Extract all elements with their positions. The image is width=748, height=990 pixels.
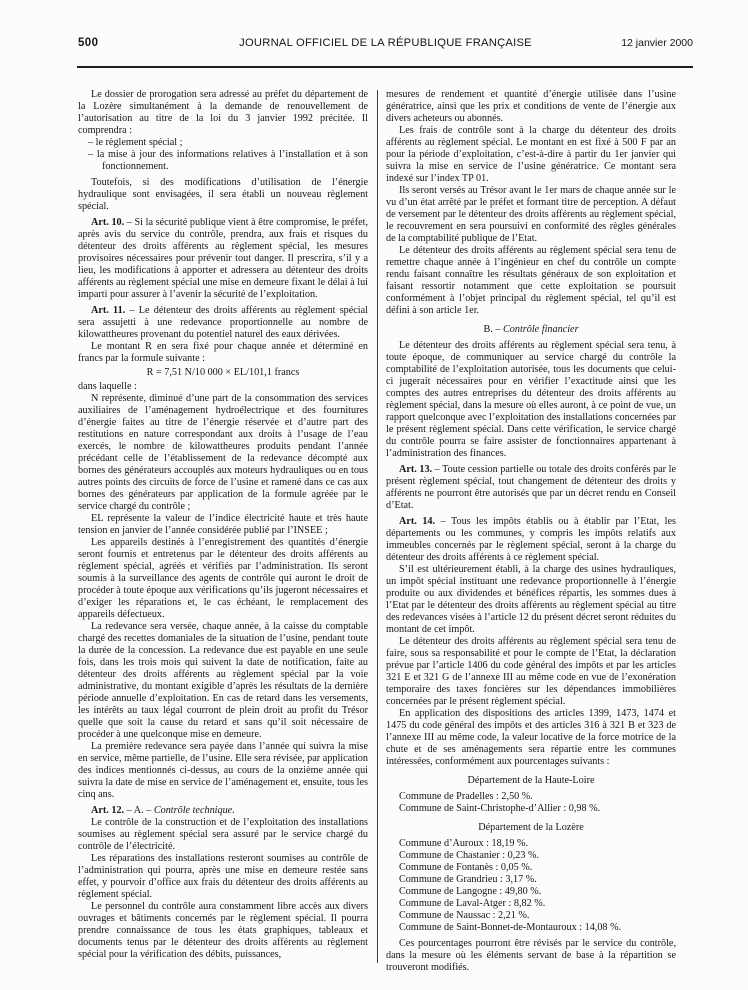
paragraph: Toutefois, si des modifications d’utilisation de l’énergie hydraulique sont envisagées, il sera établi un nouveau règlement spécial. xyxy=(78,177,368,212)
commune-percentage-line: Commune de Laval-Atger : 8,82 %. xyxy=(399,898,546,909)
right-column xyxy=(386,89,676,974)
article-number: Art. 14. xyxy=(399,516,436,527)
paragraph: En application des dispositions des articles 1399, 1473, 1474 et 1475 du code général des impôts et des articles 316 à 321 B et 323 de l’annexe III au même code, la valeur locative de la force motrice de la chute et de ses aménagements sera répartie entre les communes intéressées, conformément aux pourcentages suivants : xyxy=(386,708,676,767)
commune-percentage-line: Commune de Saint-Christophe-d’Allier : 0,98 %. xyxy=(399,803,601,814)
column-divider xyxy=(377,90,378,963)
commune-percentage-line: Commune d’Auroux : 18,19 %. xyxy=(399,838,529,849)
paragraph: Le détenteur des droits afférents au règlement spécial sera tenu de faire, sous sa responsabilité et pour le compte de l’Etat, la déclaration prévue par l’article 1406 du code général des impôts et par les articles 321 E et 321 G de l’annexe III au même code en vue de l’exonération temporaire des taxes foncières sur les dépendances immobilières concernées par le présent règlement spécial. xyxy=(386,636,676,707)
article-number: Art. 11. xyxy=(91,305,126,316)
list-item: – le règlement spécial ; xyxy=(88,137,183,148)
paragraph: Art. 10. – Si la sécurité publique vient à être compromise, le préfet, après avis du service du contrôle, prendra, aux frais et risques du détenteur des droits afférents au règlement spécial, les mesures provisoires nécessaires pour prévenir tout danger. Il prescrira, s’il y a lieu, les modifications à apporter et adressera au détenteur des droits afférents au règlement spécial une mise en demeure fixant le délai à lui imparti pour assurer à l’avenir la sécurité de l’exploitation. xyxy=(78,217,368,300)
list-item: – la mise à jour des informations relatives à l’installation et à son fonctionnement. xyxy=(88,149,368,172)
commune-percentage-line: Commune de Chastanier : 0,23 %. xyxy=(399,850,540,861)
paragraph: S’il est ultérieurement établi, à la charge des usines hydrauliques, un impôt spécial instituant une redevance proportionnelle à l’énergie produite ou aux dividendes et bénéfices répartis, les sommes dues à l’Etat par le détenteur des droits afférents au règlement spécial au titre des redevances visées à l’article 12 du présent décret seront réduites du montant de cet impôt. xyxy=(386,564,676,635)
page-header xyxy=(78,37,693,49)
commune-percentage-line: Commune de Pradelles : 2,50 %. xyxy=(399,791,533,802)
commune-percentage-line: Commune de Langogne : 49,80 %. xyxy=(399,886,542,897)
article-number: Art. 12. xyxy=(91,805,125,816)
paragraph: Le contrôle de la construction et de l’exploitation des installations soumises au règlement spécial sera assuré par le service chargé du contrôle de l’électricité. xyxy=(78,817,368,852)
article-number: Art. 13. xyxy=(399,464,433,475)
paragraph: Le montant R en sera fixé pour chaque année et déterminé en francs par la formule suivante : xyxy=(78,341,368,364)
journal-title: JOURNAL OFFICIEL DE LA RÉPUBLIQUE FRANÇAISE xyxy=(239,37,532,49)
section-heading: Département de la Lozère xyxy=(478,822,584,833)
section-heading: Département de la Haute-Loire xyxy=(467,775,595,786)
emphasis-text: Contrôle financier xyxy=(502,324,579,335)
commune-percentage-line: Commune de Saint-Bonnet-de-Montauroux : 14,08 %. xyxy=(399,922,622,933)
formula: R = 7,51 N/10 000 × EL/101,1 francs xyxy=(146,367,300,378)
paragraph: EL représente la valeur de l’indice électricité haute et très haute tension en janvier de l’année considérée publié par l’INSEE ; xyxy=(78,513,368,536)
paragraph: Art. 13. – Toute cession partielle ou totale des droits conférés par le présent règlement spécial, tout changement de détenteur des droits y afférents ne pourront être autorisés que par un décret rendu en Conseil d’Etat. xyxy=(386,464,676,511)
left-column xyxy=(78,89,368,974)
paragraph: La redevance sera versée, chaque année, à la caisse du comptable chargé des recettes domaniales de la situation de l’usine, pendant toute la durée de la concession. La redevance due est payable en une seule fois, dans les trois mois qui suivent la date de notification, faite au détenteur des droits afférents au règlement spécial par la voie administrative, du montant exigible d’après les résultats de la dernière période annuelle d’exploitation. En cas de retard dans les versements, les intérêts au taux légal courront de plein droit au profit du Trésor quelle que soit la cause du retard et sans qu’il soit nécessaire de procéder à une quelconque mise en demeure. xyxy=(78,621,368,740)
issue-date: 12 janvier 2000 xyxy=(621,37,693,49)
commune-percentage-line: Commune de Fontanès : 0,05 %. xyxy=(399,862,533,873)
paragraph: N représente, diminué d’une part de la consommation des services auxiliaires de l’aménagement hydroélectrique et des fournitures d’énergie faites au titre de l’énergie réservée et d’autre part des restitutions en nature correspondant aux droits à l’usage de l’eau exercés, le nombre de kilowattheures produits pendant l’année précédant celle de l’établissement de la redevance décompté aux bornes des générateurs accouplés aux moteurs hydrauliques ou en tous autres points des circuits de force de l’usine et ramené dans ce cas aux bornes des générateurs par application de la formule agréée par le service chargé du contrôle ; xyxy=(78,393,368,512)
paragraph: Les réparations des installations resteront soumises au contrôle de l’administration qui pourra, après une mise en demeure restée sans effet, y pourvoir d’office aux frais du détenteur des droits afférents au règlement spécial. xyxy=(78,853,368,900)
paragraph: dans laquelle : xyxy=(78,381,137,392)
commune-percentage-line: Commune de Grandrieu : 3,17 %. xyxy=(399,874,537,885)
section-heading: B. – Contrôle financier xyxy=(483,324,579,335)
paragraph: Art. 12. – A. – Contrôle technique. xyxy=(91,805,235,816)
paragraph: Le détenteur des droits afférents au règlement spécial sera tenu, à toute époque, de communiquer au service chargé du contrôle la comptabilité de l’exploitation autorisée, tous les documents que celui-ci jugerait nécessaires pour en vérifier l’exactitude ainsi que les comptes des autres entreprises du détenteur des droits afférents au règlement spécial, dans la mesure où elles auront, à ce point de vue, un rapport quelconque avec l’exploitation des installations concernées par le présent règlement spécial. Dans cette vérification, le service chargé du contrôle pourra se faire assister de fonctionnaires appartenant à l’administration des finances. xyxy=(386,340,676,459)
paragraph: Les frais de contrôle sont à la charge du détenteur des droits afférents au règlement spécial. Le montant en est fixé à 500 F par an pour la période d’exploitation, c’est-à-dire à partir du 1er janvier qui suivra la mise en service de l’usine génératrice. Ce montant sera indexé sur l’index TP 01. xyxy=(386,125,676,184)
paragraph: Les appareils destinés à l’enregistrement des quantités d’énergie seront fournis et entretenus par le détenteur des droits afférents au règlement spécial, agréés et vérifiés par l’administration. Ils seront soumis à la surveillance des agents de contrôle qui auront le droit de procéder à toute époque aux vérifications qu’ils jugeront nécessaires et d’exiger les réparations et, le cas échéant, le remplacement des appareils défectueux. xyxy=(78,537,368,620)
paragraph: Art. 11. – Le détenteur des droits afférents au règlement spécial sera assujetti à une redevance proportionnelle au nombre de kilowattheures provenant du potentiel naturel des eaux dérivées. xyxy=(78,305,368,340)
paragraph: Ces pourcentages pourront être révisés par le service du contrôle, dans la mesure où les éléments servant de base à la répartition se trouveront modifiés. xyxy=(386,938,676,973)
commune-percentage-line: Commune de Naussac : 2,21 %. xyxy=(399,910,530,921)
page-number: 500 xyxy=(78,37,99,49)
paragraph: La première redevance sera payée dans l’année qui suivra la mise en service, même partielle, de l’usine. Elle sera révisée, par application des indices mentionnés ci-dessus, au cours de la onzième année qui suivra la date de mise en service de l’aménagement et, ensuite, tous les cinq ans. xyxy=(78,741,368,800)
emphasis-text: Contrôle technique. xyxy=(153,805,235,816)
paragraph: mesures de rendement et quantité d’énergie utilisée dans l’usine génératrice, ainsi que les prix et conditions de vente de l’énergie aux divers acheteurs ou abonnés. xyxy=(386,89,676,124)
header-rule xyxy=(77,66,693,68)
paragraph: Le détenteur des droits afférents au règlement spécial sera tenu de remettre chaque année à l’ingénieur en chef du contrôle un compte rendu faisant connaître les résultats généraux de son exploitation et faisant ressortir notamment que cette exploitation se poursuit conformément à l’objet principal du règlement spécial, tel qu’il est défini à son article 1er. xyxy=(386,245,676,316)
paragraph: Art. 14. – Tous les impôts établis ou à établir par l’Etat, les départements ou les communes, y compris les impôts relatifs aux immeubles concernés par le règlement spécial, seront à la charge du détenteur des droits afférents à ce règlement spécial. xyxy=(386,516,676,563)
paragraph: Le personnel du contrôle aura constamment libre accès aux divers ouvrages et bâtiments concernés par le règlement spécial. Il pourra prendre connaissance de tous les états graphiques, tableaux et documents tenus par le détenteur des droits afférents au règlement spécial pour la vérification des débits, puissances, xyxy=(78,901,368,960)
article-number: Art. 10. xyxy=(91,217,125,228)
paragraph: Ils seront versés au Trésor avant le 1er mars de chaque année sur le vu d’un état arrêté par le préfet et formant titre de perception. A défaut de versement par le détenteur des droits afférents au règlement spécial, le recouvrement en sera poursuivi en conformité des règles générales de la comptabilité publique de l’Etat. xyxy=(386,185,676,244)
paragraph: Le dossier de prorogation sera adressé au préfet du département de la Lozère simultanément à la demande de renouvellement de l’autorisation au titre de la loi du 3 janvier 1992 précitée. Il comprendra : xyxy=(78,89,368,136)
